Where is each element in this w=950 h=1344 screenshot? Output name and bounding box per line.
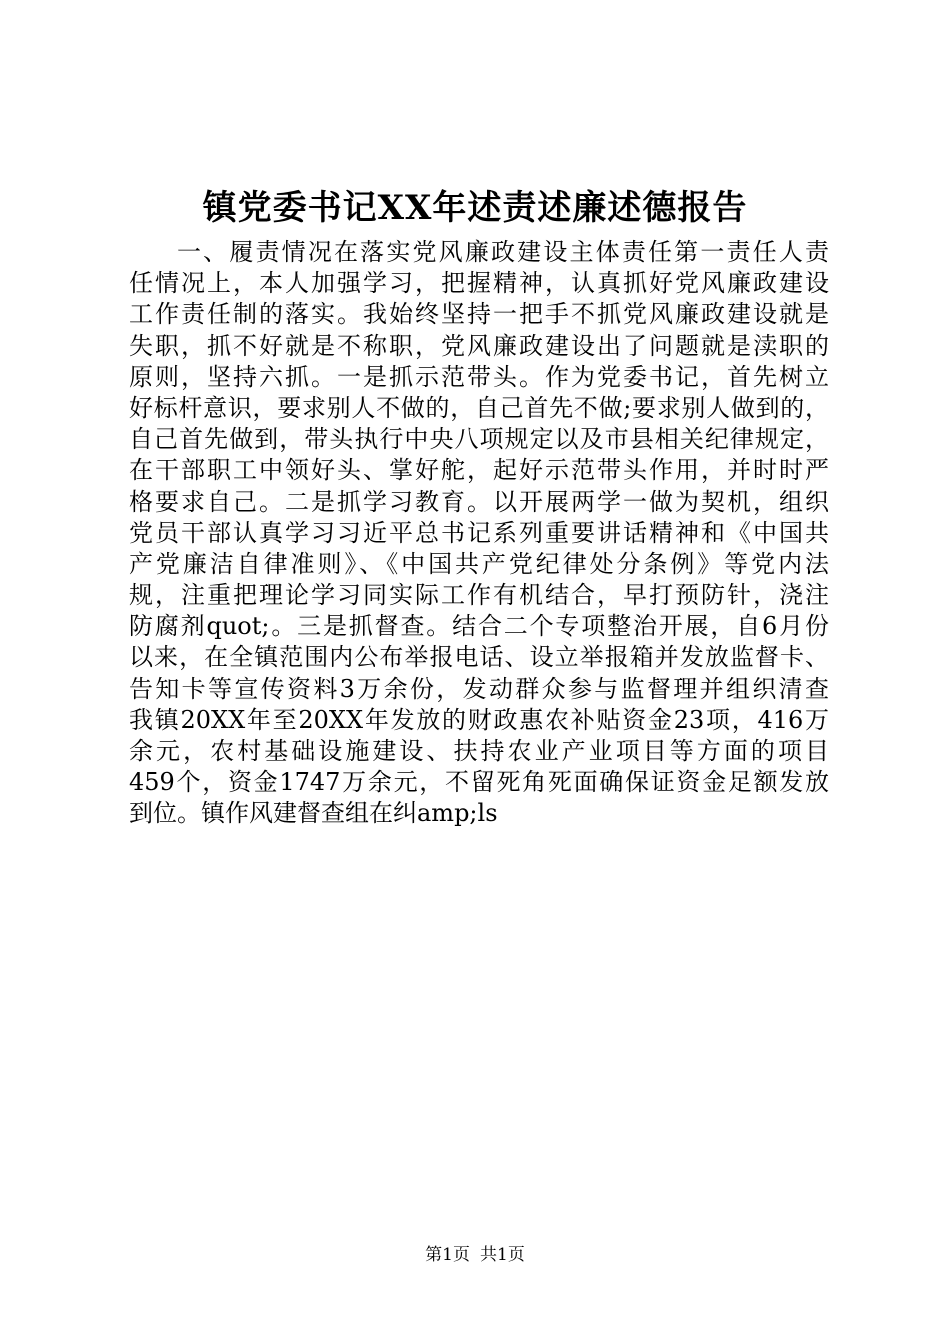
body-line: 余元，农村基础设施建设、扶持农业产业项目等方面的项目	[129, 737, 829, 765]
body-line: 原则，坚持六抓。一是抓示范带头。作为党委书记，首先树立	[129, 362, 829, 391]
body-line: 一、履责情况在落实党风廉政建设主体责任第一责任人责	[177, 238, 829, 266]
page-total: 共1页	[480, 1245, 525, 1265]
body-line: 产党廉洁自律准则》、《中国共产党纪律处分条例》等党内法	[129, 549, 829, 578]
body-line: 自己首先做到，带头执行中央八项规定以及市县相关纪律规定，	[129, 425, 829, 454]
document-body	[129, 237, 829, 830]
body-line: 党员干部认真学习习近平总书记系列重要讲话精神和《中国共	[129, 518, 829, 547]
body-line: 防腐剂quot;。三是抓督查。结合二个专项整治开展，自6月份	[129, 612, 829, 641]
page-footer	[0, 1244, 950, 1266]
body-line: 到位。镇作风建督查组在纠amp;ls	[129, 799, 498, 828]
body-line: 459个，资金1747万余元，不留死角死面确保证资金足额发放	[129, 768, 829, 797]
body-line: 规，注重把理论学习同实际工作有机结合，早打预防针，浇注	[129, 581, 829, 610]
body-line: 工作责任制的落实。我始终坚持一把手不抓党风廉政建设就是	[129, 300, 829, 329]
document-title: 镇党委书记XX年述责述廉述德报告	[202, 188, 748, 228]
body-line: 好标杆意识，要求别人不做的，自己首先不做;要求别人做到的，	[129, 393, 829, 422]
body-line: 格要求自己。二是抓学习教育。以开展两学一做为契机，组织	[129, 487, 829, 516]
body-line: 以来，在全镇范围内公布举报电话、设立举报箱并发放监督卡、	[129, 643, 829, 672]
body-line: 告知卡等宣传资料3万余份，发动群众参与监督理并组织清查	[129, 674, 829, 703]
body-line: 失职，抓不好就是不称职，党风廉政建设出了问题就是渎职的	[129, 331, 829, 360]
body-line: 在干部职工中领好头、掌好舵，起好示范带头作用，并时时严	[129, 456, 829, 485]
body-line: 我镇20XX年至20XX年发放的财政惠农补贴资金23项，416万	[129, 705, 829, 734]
page-number: 第1页	[425, 1245, 470, 1265]
body-line: 任情况上，本人加强学习，把握精神，认真抓好党风廉政建设	[129, 269, 829, 298]
